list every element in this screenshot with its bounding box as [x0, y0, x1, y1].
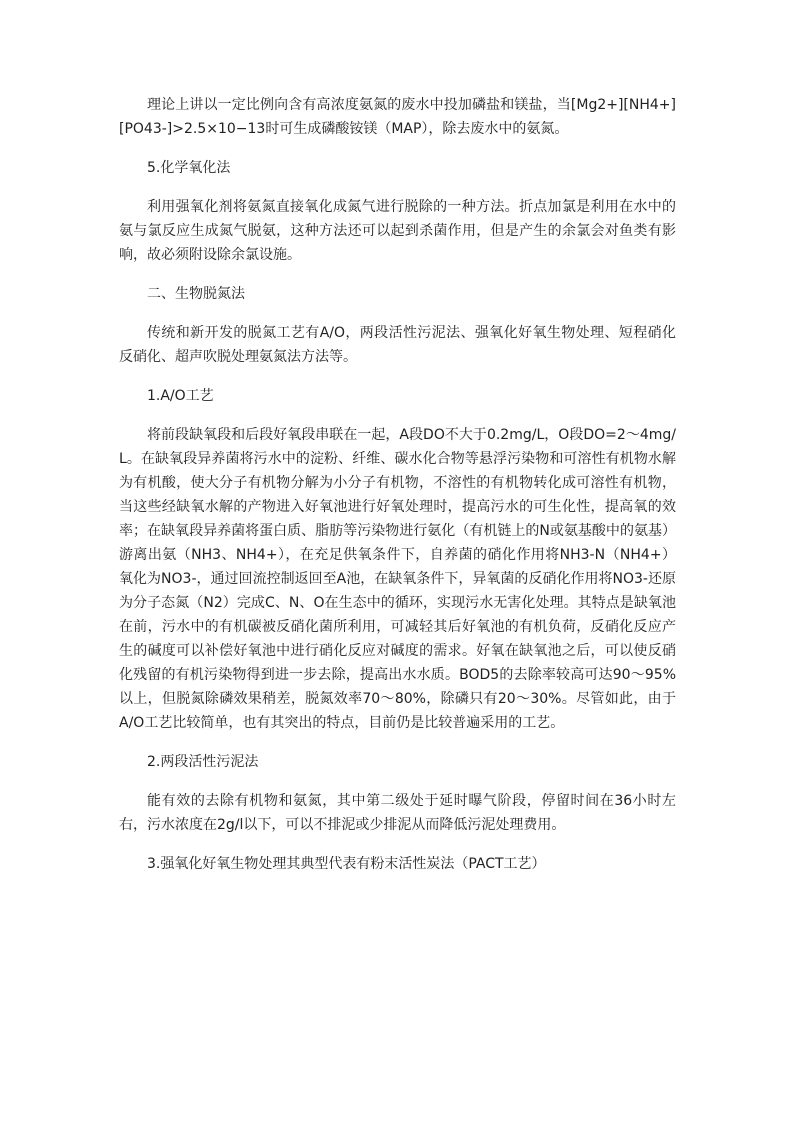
heading-ao-process: 1.A/O工艺: [147, 388, 214, 404]
paragraph-denitrification-processes: 传统和新开发的脱氮工艺有A/O，两段活性污泥法、强氧化好氧生物处理、短程硝化反硝化、超声吹脱处理氨氮法方法等。: [119, 325, 676, 365]
paragraph-map-precipitation: 理论上讲以一定比例向含有高浓度氨氮的废水中投加磷盐和镁盐，当[Mg2+][NH4+][PO43-]>2.5×10−13时可生成磷酸铵镁（MAP），除去废水中的氨氮。: [119, 97, 676, 137]
document-body: [119, 93, 676, 876]
heading-chemical-oxidation: 5.化学氧化法: [147, 160, 231, 176]
paragraph-ao-process: 将前段缺氧段和后段好氧段串联在一起，A段DO不大于0.2mg/L，O段DO=2～4mg/L。在缺氧段异养菌将污水中的淀粉、纤维、碳水化合物等悬浮污染物和可溶性有机物水解为有机酸，使大分子有机物分解为小分子有机物，不溶性的有机物转化成可溶性有机物，当这些经缺氧水解的产物进入好氧池进行好氧处理时，提高污水的可生化性，提高氧的效率；在缺氧段异养菌将蛋白质、脂肪等污染物进行氨化（有机链上的N或氨基酸中的氨基）游离出氨（NH3、NH4+），在充足供氧条件下，自养菌的硝化作用将NH3-N（NH4+）氧化为NO3-，通过回流控制返回至A池，在缺氧条件下，异氧菌的反硝化作用将NO3-还原为分子态氮（N2）完成C、N、O在生态中的循环，实现污水无害化处理。其特点是缺氧池在前，污水中的有机碳被反硝化菌所利用，可减轻其后好氧池的有机负荷，反硝化反应产生的碱度可以补偿好氧池中进行硝化反应对碱度的需求。好氧在缺氧池之后，可以使反硝化残留的有机污染物得到进一步去除，提高出水水质。BOD5的去除率较高可达90～95%以上，但脱氮除磷效果稍差，脱氮效率70～80%，除磷只有20～30%。尽管如此，由于A/O工艺比较简单，也有其突出的特点，目前仍是比较普遍采用的工艺。: [119, 427, 676, 731]
heading-two-stage-sludge: 2.两段活性污泥法: [147, 754, 259, 770]
paragraph-two-stage-sludge: 能有效的去除有机物和氨氮，其中第二级处于延时曝气阶段，停留时间在36小时左右，污水浓度在2g/l以下，可以不排泥或少排泥从而降低污泥处理费用。: [119, 793, 676, 833]
paragraph-chemical-oxidation: 利用强氧化剂将氨氮直接氧化成氮气进行脱除的一种方法。折点加氯是利用在水中的氨与氯反应生成氮气脱氨，这种方法还可以起到杀菌作用，但是产生的余氯会对鱼类有影响，故必须附设除余氯设施。: [119, 199, 676, 263]
heading-pact-process: 3.强氧化好氧生物处理其典型代表有粉末活性炭法（PACT工艺）: [147, 856, 546, 872]
heading-biological-denitrification: 二、生物脱氮法: [147, 286, 245, 302]
